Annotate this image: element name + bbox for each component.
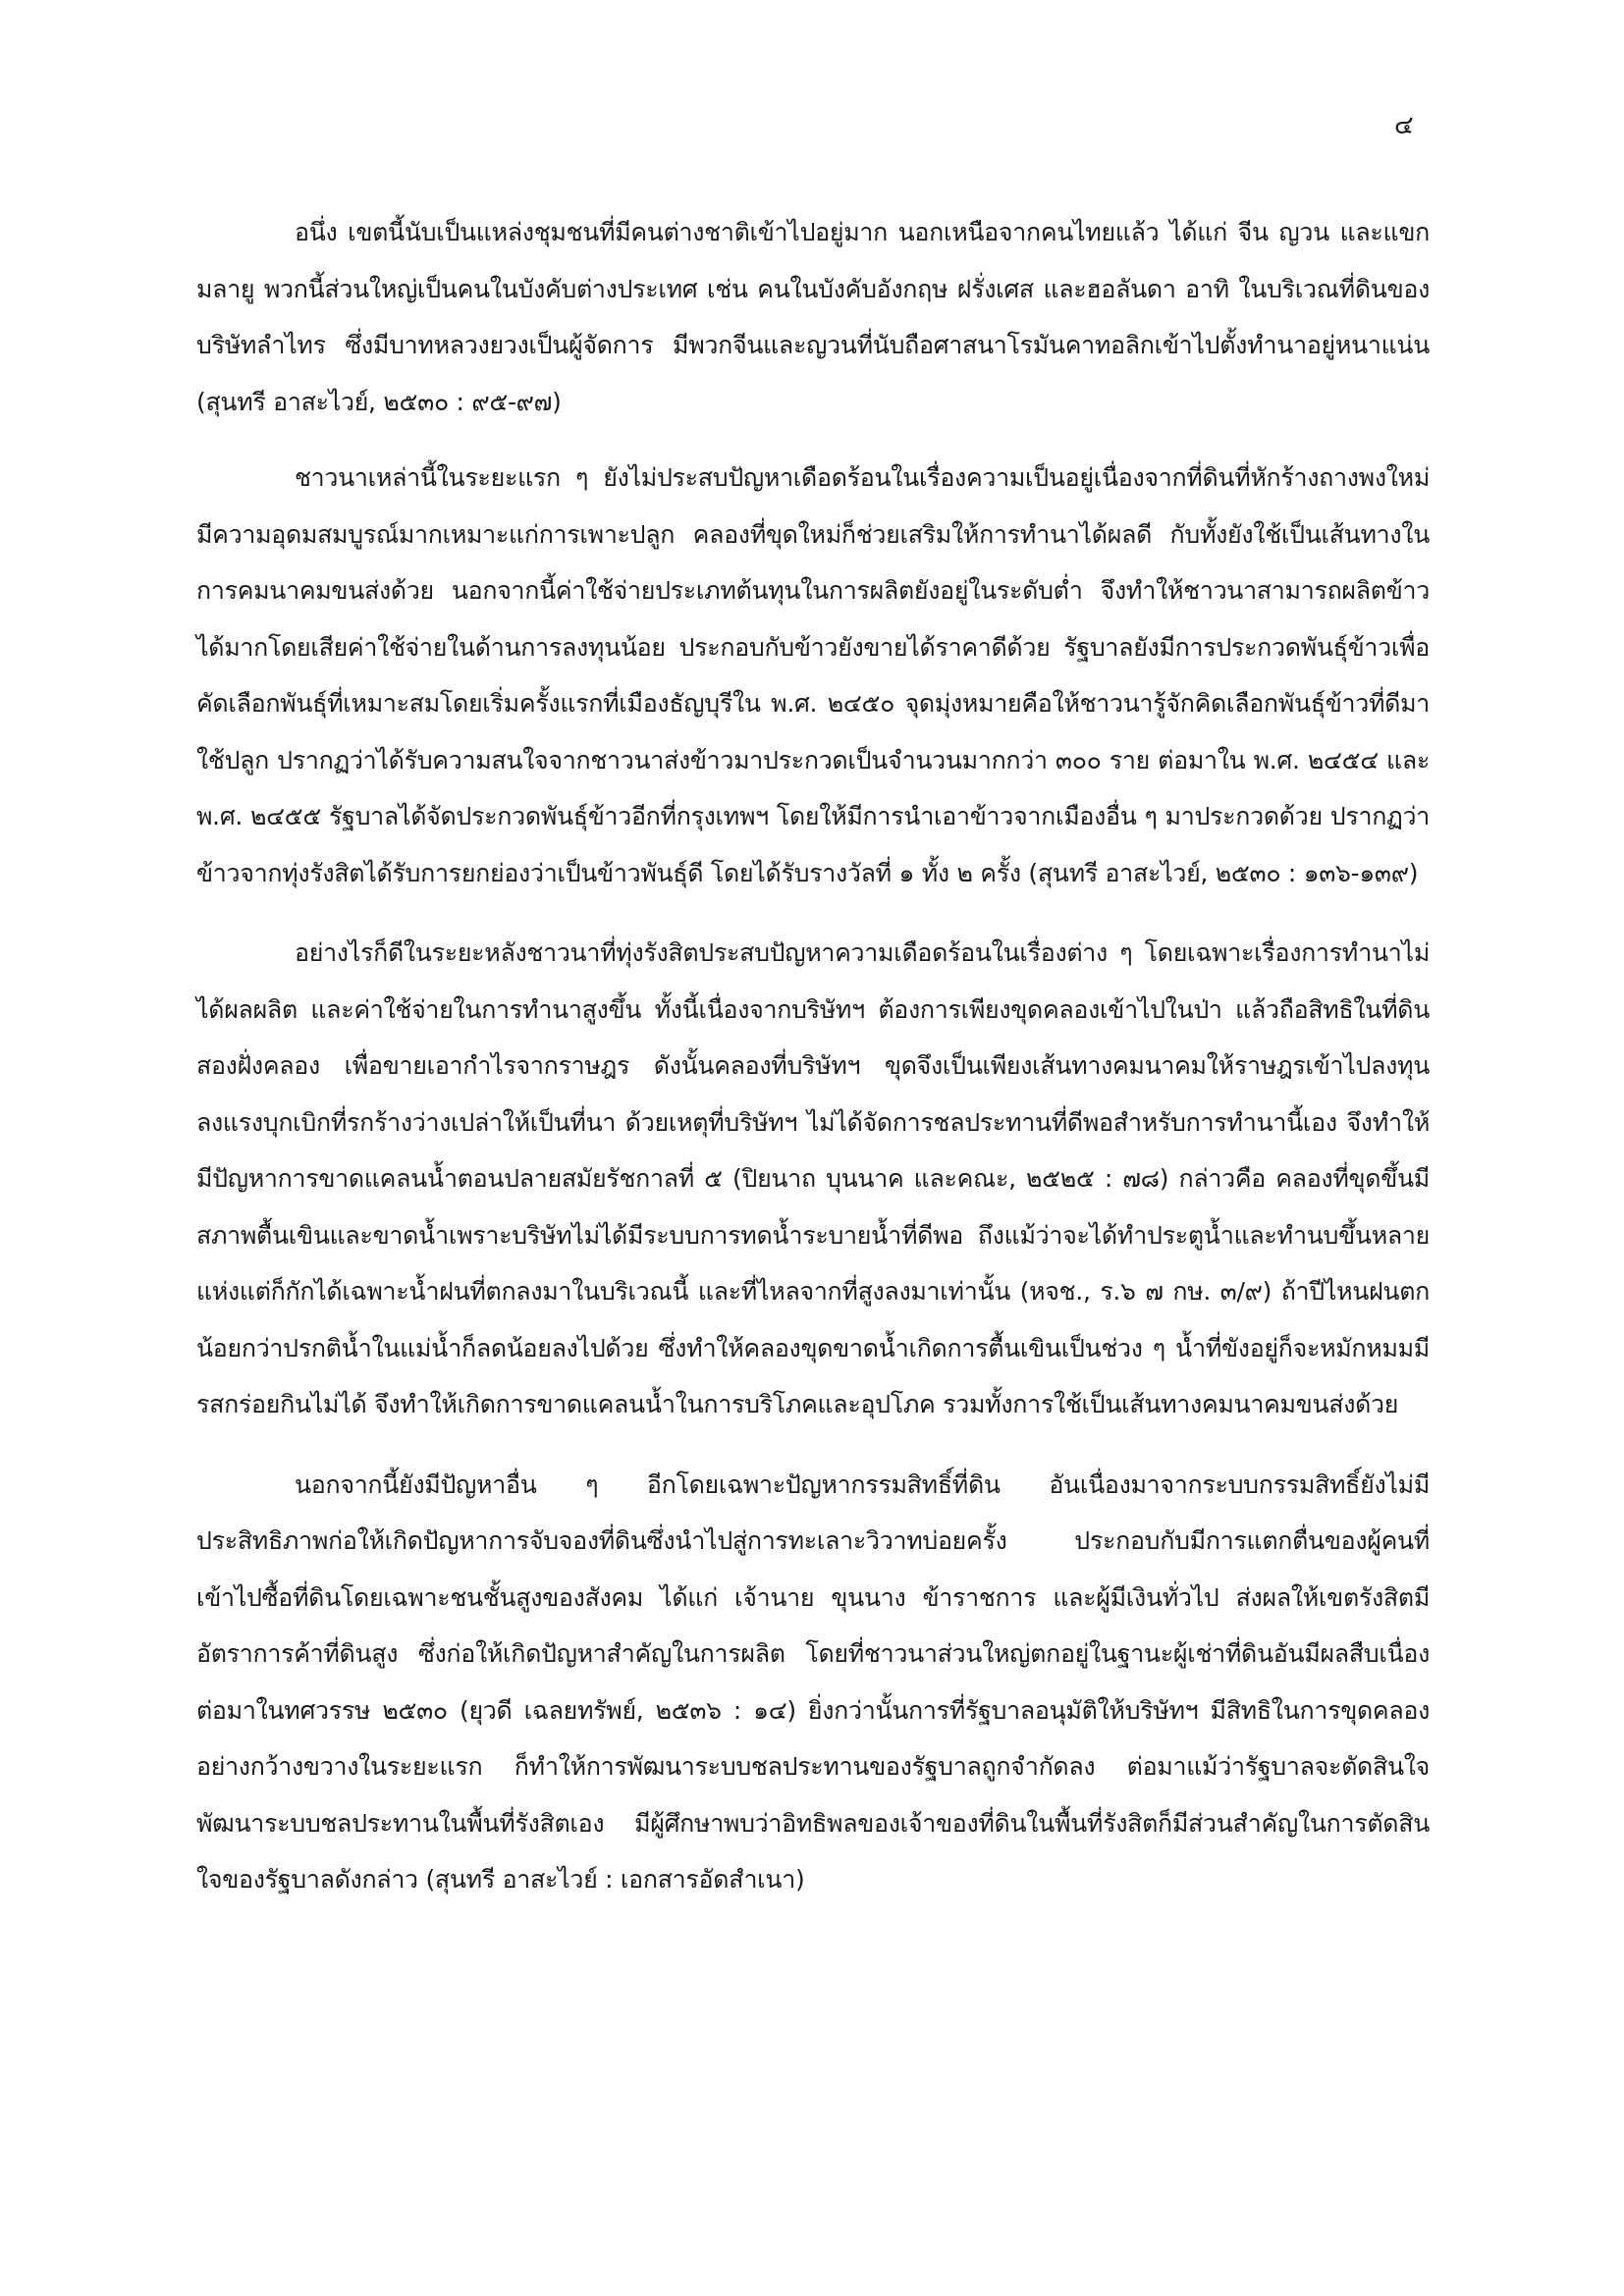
paragraph-foreign-communities: อนึ่ง เขตนี้นับเป็นแหล่งชุมชนที่มีคนต่างชาติเข้าไปอยู่มาก นอกเหนือจากคนไทยแล้ว ได้แก่ จีน ญวน และแขกมลายู พวกนี้ส่วนใหญ่เป็นคนในบังคับต่างประเทศ เช่น คนในบังคับอังกฤษ ฝรั่งเศส และฮอลันดา อาทิ ในบริเวณที่ดินของบริษัทลำไทร ซึ่งมีบาทหลวงยวงเป็นผู้จัดการ มีพวกจีนและญวนที่นับถือศาสนาโรมันคาทอลิกเข้าไปตั้งทำนาอยู่หนาแน่น (สุนทรี อาสะไวย์, ๒๕๓๐ : ๙๕-๙๗): [196, 218, 1430, 416]
paragraph-land-ownership-problems: นอกจากนี้ยังมีปัญหาอื่น ๆ อีกโดยเฉพาะปัญหากรรมสิทธิ์ที่ดิน อันเนื่องมาจากระบบกรรมสิทธิ์ยังไม่มีประสิทธิภาพก่อให้เกิดปัญหาการจับจองที่ดินซึ่งนำไปสู่การทะเลาะวิวาทบ่อยครั้ง ประกอบกับมีการแตกตื่นของผู้คนที่เข้าไปซื้อที่ดินโดยเฉพาะชนชั้นสูงของสังคม ได้แก่ เจ้านาย ขุนนาง ข้าราชการ และผู้มีเงินทั่วไป ส่งผลให้เขตรังสิตมีอัตราการค้าที่ดินสูง ซึ่งก่อให้เกิดปัญหาสำคัญในการผลิต โดยที่ชาวนาส่วนใหญ่ตกอยู่ในฐานะผู้เช่าที่ดินอันมีผลสืบเนื่องต่อมาในทศวรรษ ๒๕๓๐ (ยุวดี เฉลยทรัพย์, ๒๕๓๖ : ๑๔) ยิ่งกว่านั้นการที่รัฐบาลอนุมัติให้บริษัทฯ มีสิทธิในการขุดคลองอย่างกว้างขวางในระยะแรก ก็ทำให้การพัฒนาระบบชลประทานของรัฐบาลถูกจำกัดลง ต่อมาแม้ว่ารัฐบาลจะตัดสินใจพัฒนาระบบชลประทานในพื้นที่รังสิตเอง มีผู้ศึกษาพบว่าอิทธิพลของเจ้าของที่ดินในพื้นที่รังสิตก็มีส่วนสำคัญในการตัดสินใจของรัฐบาลดังกล่าว (สุนทรี อาสะไวย์ : เอกสารอัดสำเนา): [196, 1469, 1430, 1894]
paragraph-water-shortage-problems: อย่างไรก็ดีในระยะหลังชาวนาที่ทุ่งรังสิตประสบปัญหาความเดือดร้อนในเรื่องต่าง ๆ โดยเฉพาะเรื่องการทำนาไม่ได้ผลผลิต และค่าใช้จ่ายในการทำนาสูงขึ้น ทั้งนี้เนื่องจากบริษัทฯ ต้องการเพียงขุดคลองเข้าไปในป่า แล้วถือสิทธิในที่ดินสองฝั่งคลอง เพื่อขายเอากำไรจากราษฎร ดังนั้นคลองที่บริษัทฯ ขุดจึงเป็นเพียงเส้นทางคมนาคมให้ราษฎรเข้าไปลงทุนลงแรงบุกเบิกที่รกร้างว่างเปล่าให้เป็นที่นา ด้วยเหตุที่บริษัทฯ ไม่ได้จัดการชลประทานที่ดีพอสำหรับการทำนานี้เอง จึงทำให้มีปัญหาการขาดแคลนน้ำตอนปลายสมัยรัชกาลที่ ๕ (ปิยนาถ บุนนาค และคณะ, ๒๕๒๕ : ๗๘) กล่าวคือ คลองที่ขุดขึ้นมีสภาพตื้นเขินและขาดน้ำเพราะบริษัทไม่ได้มีระบบการทดน้ำระบายน้ำที่ดีพอ ถึงแม้ว่าจะได้ทำประตูน้ำและทำนบขึ้นหลายแห่งแต่ก็กักได้เฉพาะน้ำฝนที่ตกลงมาในบริเวณนี้ และที่ไหลจากที่สูงลงมาเท่านั้น (หจช., ร.๖ ๗ กษ. ๓/๙) ถ้าปีไหนฝนตกน้อยกว่าปรกติน้ำในแม่น้ำก็ลดน้อยลงไปด้วย ซึ่งทำให้คลองขุดขาดน้ำเกิดการตื้นเขินเป็นช่วง ๆ น้ำที่ขังอยู่ก็จะหมักหมมมีรสกร่อยกินไม่ได้ จึงทำให้เกิดการขาดแคลนน้ำในการบริโภคและอุปโภค รวมทั้งการใช้เป็นเส้นทางคมนาคมขนส่งด้วย: [196, 938, 1430, 1418]
body-text: [196, 204, 1430, 1932]
page-number: ๔: [1394, 111, 1414, 140]
paragraph-early-farming-prosperity: ชาวนาเหล่านี้ในระยะแรก ๆ ยังไม่ประสบปัญหาเดือดร้อนในเรื่องความเป็นอยู่เนื่องจากที่ดินที่หักร้างถางพงใหม่มีความอุดมสมบูรณ์มากเหมาะแก่การเพาะปลูก คลองที่ขุดใหม่ก็ช่วยเสริมให้การทำนาได้ผลดี กับทั้งยังใช้เป็นเส้นทางในการคมนาคมขนส่งด้วย นอกจากนี้ค่าใช้จ่ายประเภทต้นทุนในการผลิตยังอยู่ในระดับต่ำ จึงทำให้ชาวนาสามารถผลิตข้าวได้มากโดยเสียค่าใช้จ่ายในด้านการลงทุนน้อย ประกอบกับข้าวยังขายได้ราคาดีด้วย รัฐบาลยังมีการประกวดพันธุ์ข้าวเพื่อคัดเลือกพันธุ์ที่เหมาะสมโดยเริ่มครั้งแรกที่เมืองธัญบุรีใน พ.ศ. ๒๔๕๐ จุดมุ่งหมายคือให้ชาวนารู้จักคิดเลือกพันธุ์ข้าวที่ดีมาใช้ปลูก ปรากฏว่าได้รับความสนใจจากชาวนาส่งข้าวมาประกวดเป็นจำนวนมากกว่า ๓๐๐ ราย ต่อมาใน พ.ศ. ๒๔๕๔ และ พ.ศ. ๒๔๕๕ รัฐบาลได้จัดประกวดพันธุ์ข้าวอีกที่กรุงเทพฯ โดยให้มีการนำเอาข้าวจากเมืองอื่น ๆ มาประกวดด้วย ปรากฏว่าข้าวจากทุ่งรังสิตได้รับการยกย่องว่าเป็นข้าวพันธุ์ดี โดยได้รับรางวัลที่ ๑ ทั้ง ๒ ครั้ง (สุนทรี อาสะไวย์, ๒๕๓๐ : ๑๓๖-๑๓๙): [196, 463, 1430, 887]
